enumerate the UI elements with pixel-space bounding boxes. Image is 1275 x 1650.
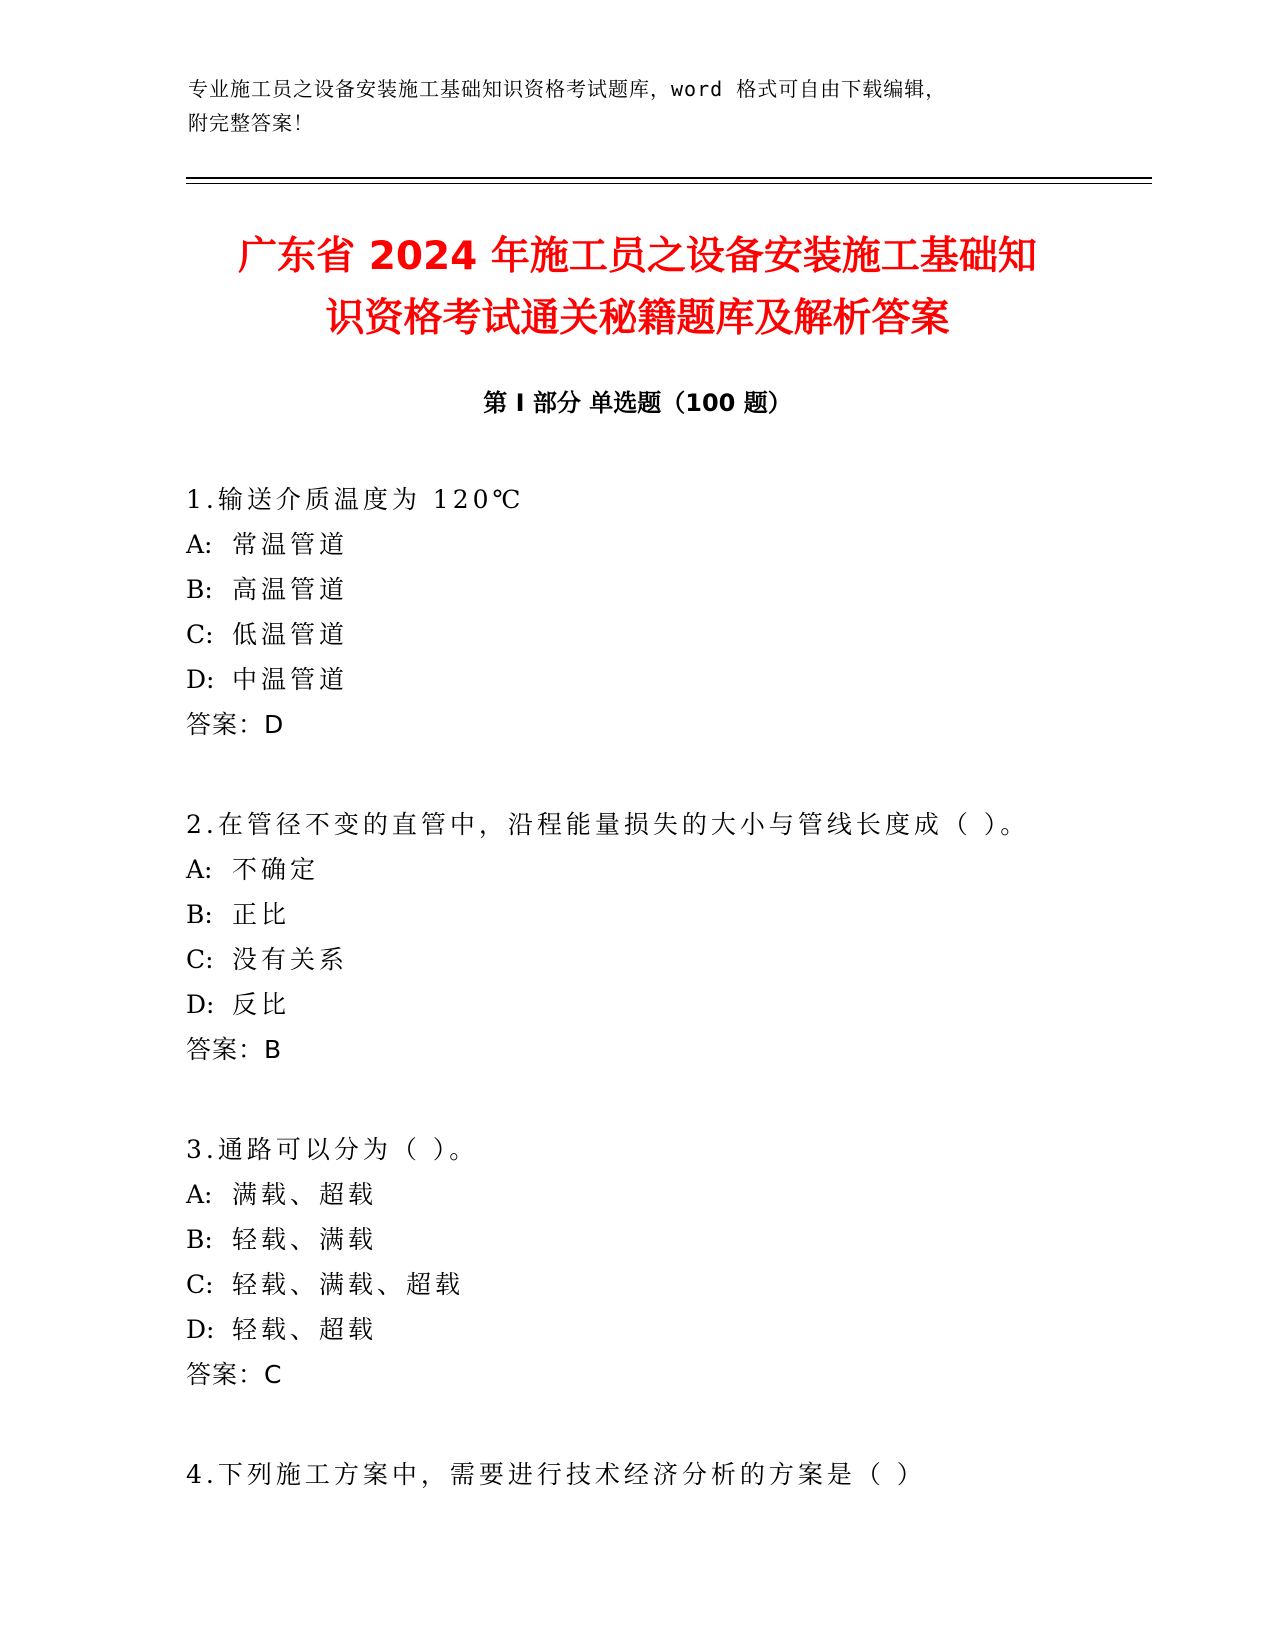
option-a [186,1172,1166,1217]
option-b [186,567,1166,612]
option-text: 轻载、满载 [232,1225,378,1254]
header-divider-thin [186,183,1152,184]
option-c [186,937,1166,982]
option-key: B: [186,1225,213,1254]
option-text: 轻载、超载 [232,1315,378,1344]
header-divider-thick [186,177,1152,179]
document-title [160,226,1115,350]
option-key: D: [186,990,215,1019]
option-c [186,612,1166,657]
option-b [186,1217,1166,1262]
option-key: C: [186,1270,214,1299]
option-text: 满载、超载 [232,1180,378,1209]
question-stem: 1.输送介质温度为 120℃ [186,485,525,514]
document-title-line-2: 识资格考试通关秘籍题库及解析答案 [325,296,950,341]
option-c [186,1262,1166,1307]
question-4 [186,1452,1166,1497]
header-note-line-2: 附完整答案！ [188,111,314,135]
option-key: B: [186,900,213,929]
option-key: D: [186,665,215,694]
question-stem: 2.在管径不变的直管中，沿程能量损失的大小与管线长度成（ ）。 [186,810,1030,839]
option-d [186,657,1166,702]
question-stem: 3.通路可以分为（ ）。 [186,1135,479,1164]
header-note [188,72,1088,140]
option-text: 正比 [232,900,291,929]
option-d [186,1307,1166,1352]
question-2 [186,802,1166,1072]
option-text: 低温管道 [232,620,349,649]
document-title-line-1: 广东省 2024 年施工员之设备安装施工基础知 [238,234,1037,279]
question-list [186,477,1166,1552]
answer-line: 答案：C [186,1360,283,1389]
section-heading: 第 I 部分 单选题（100 题） [483,389,792,417]
option-d [186,982,1166,1027]
question-1 [186,477,1166,747]
option-text: 没有关系 [232,945,349,974]
option-text: 中温管道 [232,665,349,694]
option-text: 轻载、满载、超载 [232,1270,465,1299]
option-text: 不确定 [232,855,320,884]
header-note-line-1: 专业施工员之设备安装施工基础知识资格考试题库，word 格式可自由下载编辑， [188,77,947,101]
option-a [186,847,1166,892]
option-text: 常温管道 [232,530,349,559]
option-key: C: [186,945,214,974]
option-key: A: [186,530,213,559]
question-3 [186,1127,1166,1397]
option-key: A: [186,855,213,884]
option-text: 反比 [232,990,291,1019]
answer-line: 答案：B [186,1035,283,1064]
answer-line: 答案：D [186,710,285,739]
option-b [186,892,1166,937]
option-key: B: [186,575,213,604]
option-text: 高温管道 [232,575,349,604]
option-key: A: [186,1180,213,1209]
option-key: D: [186,1315,215,1344]
option-key: C: [186,620,214,649]
option-a [186,522,1166,567]
question-stem: 4.下列施工方案中，需要进行技术经济分析的方案是（ ） [186,1460,926,1489]
